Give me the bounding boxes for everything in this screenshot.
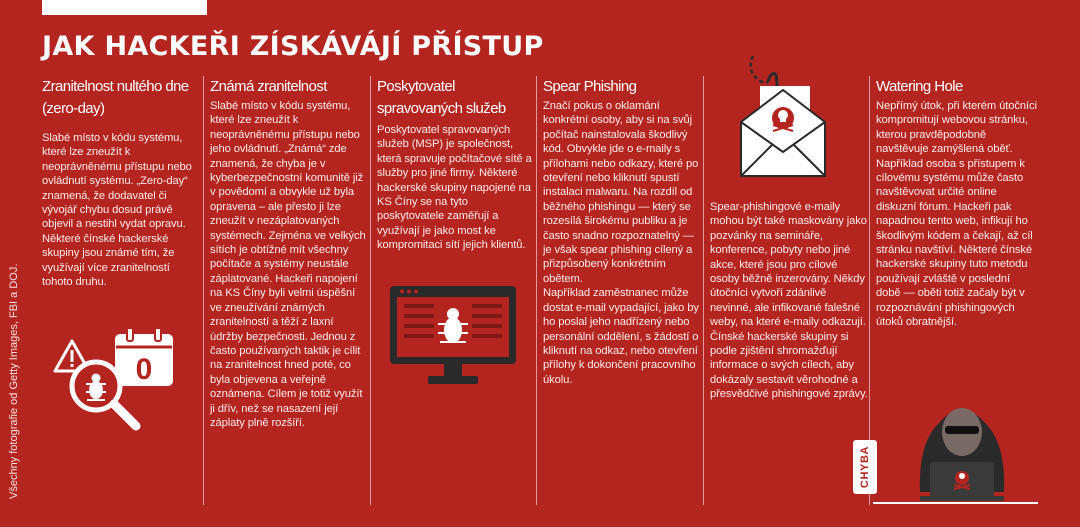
calendar-number: 0 xyxy=(135,353,153,386)
side-tag-label: CHYBA xyxy=(859,445,871,489)
column-heading: Známá zranitelnost xyxy=(210,78,327,95)
column-heading: Watering Hole xyxy=(876,78,963,95)
hook-envelope-icon xyxy=(738,52,828,182)
magnifier-bug-icon xyxy=(62,352,144,432)
column-body: Poskytovatel spravovaných služeb (MSP) je společnost, která spravuje počítačové sítě a služby pro jiné firmy. Některé hackerské skupiny napojené na KS Číny se na tyto poskytovatele zaměřují a využívají je jako most ke kompromitaci sítí jejich klientů. xyxy=(377,124,532,252)
column-body: Značí pokus o oklamání konkrétní osoby, aby si na svůj počítač nainstalovala škodlivý kód. Obvykle jde o e-maily s přílohami nebo odkazy, které po otevření nebo kliknutí spustí instalaci malwaru. Na rozdíl od běžného phishingu — který se rozesílá širokému publiku a je často snadno rozpoznatelný — je však spear phishing cílený a přizpůsobený konkrétním obětem. Například zaměstnanec může dostat e-mail vypadající, jako by ho poslal jeho nadřízený nebo personální oddělení, s žádostí o kliknutí na odkaz, nebo otevření přílohy k dokončení pracovního úkolu. xyxy=(543,100,699,386)
column-body: Slabé místo v kódu systému, které lze zneužít k neoprávněnému přístupu nebo jeho ovládnutí. „Známá“ zde znamená, že chyba je v kyberbezpečnostní komunitě již v povědomí a obvykle už byla opravena – ale přesto ji lze zneužít v nezáplatovaných systémech. Zejména ve velkých sítích je obtížné mít všechny počítače a systémy neustále záplatované. Hackeři napojení na KS Číny byli velmi úspěšní ve zneužívání známých zranitelností a těží z laxní údržby bezpečnosti. Jednou z často používaných taktik je cílit na zranitelnost hned poté, co byla objevena a veřejně oznámena. Cílem je totiž využít ji dřív, než se nasazení její záplaty plně rozšíří. xyxy=(210,100,366,429)
side-tag xyxy=(853,440,877,494)
monitor-bug-icon xyxy=(388,284,518,386)
hooded-hacker-icon xyxy=(900,392,1024,504)
photo-credit: Všechny fotografie od Getty Images, FBI a DOJ. xyxy=(8,263,20,499)
bottom-rule xyxy=(873,502,1038,504)
column-zero-day xyxy=(42,76,202,505)
column-spear-phishing xyxy=(536,76,702,505)
top-bar xyxy=(42,0,207,15)
page-title: JAK HACKEŘI ZÍSKÁVÁJÍ PŘÍSTUP xyxy=(42,31,544,62)
column-heading: Zranitelnost nultého dne (zero-day) xyxy=(42,78,189,117)
column-heading: Spear Phishing xyxy=(543,78,637,95)
column-known-vulnerability xyxy=(203,76,369,505)
column-body: Slabé místo v kódu systému, které lze zneužít k neoprávněnému přístupu nebo ovládnutí systému. „Zero-day“ znamená, že dodavatel či vývojář chybu dosud právě objevil a nestihl vydat opravu. Některé čínské hackerské skupiny jsou známé tím, že využívají více zranitelností tohoto druhu. xyxy=(42,132,192,289)
column-body: Nepřímý útok, při kterém útočníci kompromitují webovou stránku, kterou pravděpodobně navštěvuje zamýšlená oběť. Například osoba s přístupem k cílovému systému může často navštěvovat určité online diskuzní fórum. Hackeři pak napadnou tento web, infikují ho škodlivým kódem a čekají, až cíl stránku navštíví. Některé čínské hackerské skupiny tuto metodu používají zvláště v poslední době — oběti totiž začaly být v rozpoznávání phishingových útoků obratnější. xyxy=(876,100,1037,329)
column-body: Spear-phishingové e-maily mohou být také maskovány jako pozvánky na semináře, konference, pobyty nebo jiné akce, které jsou pro cílové osoby běžně inzerovány. Někdy útočníci vytvoří zdánlivě nevinné, ale infikované falešné weby, na které e-maily odkazují. Čínské hackerské skupiny si podle zjištění shromažďují informace o svých cílech, aby dokázaly sestavit věrohodné a přesvědčivé phishingové zprávy. xyxy=(710,201,868,401)
column-heading: Poskytovatel spravovaných služeb xyxy=(377,78,506,117)
